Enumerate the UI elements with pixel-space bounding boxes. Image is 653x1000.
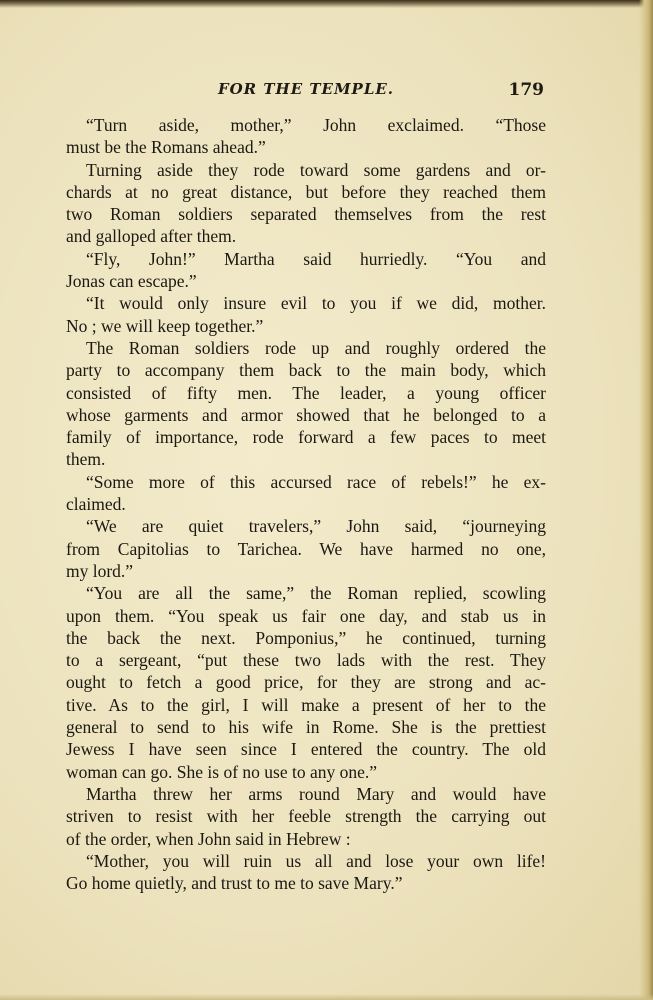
text-line: them. bbox=[66, 449, 106, 470]
text-line: Go home quietly, and trust to me to save Mary.” bbox=[66, 873, 403, 894]
body-text bbox=[66, 114, 546, 894]
text-line: Martha threw her arms round Mary and would have bbox=[86, 783, 546, 804]
text-line: whose garments and armor showed that he belonged to a bbox=[66, 404, 546, 425]
text-line: “We are quiet travelers,” John said, “journeying bbox=[86, 516, 546, 537]
text-line: of the order, when John said in Hebrew : bbox=[66, 828, 351, 849]
text-line: to a sergeant, “put these two lads with the rest. They bbox=[66, 650, 546, 671]
text-line: claimed. bbox=[66, 494, 126, 515]
text-line: woman can go. She is of no use to any one.” bbox=[66, 761, 378, 782]
text-line: party to accompany them back to the main body, which bbox=[66, 360, 546, 381]
text-line: “It would only insure evil to you if we did, mother. bbox=[86, 293, 546, 314]
page-bottom-edge bbox=[0, 994, 653, 1000]
text-line: and galloped after them. bbox=[66, 226, 237, 247]
text-line: “Turn aside, mother,” John exclaimed. “Those bbox=[86, 115, 546, 135]
text-line: general to send to his wife in Rome. She is the prettiest bbox=[66, 717, 546, 738]
text-line: tive. As to the girl, I will make a present of her to the bbox=[66, 694, 546, 715]
text-line: from Capitolias to Tarichea. We have harmed no one, bbox=[66, 538, 546, 559]
text-line: upon them. “You speak us fair one day, and stab us in bbox=[66, 605, 546, 626]
text-line: “Some more of this accursed race of rebels!” he ex- bbox=[86, 471, 546, 492]
text-line: chards at no great distance, but before they reached them bbox=[66, 181, 546, 202]
text-line: Turning aside they rode toward some gardens and or- bbox=[86, 159, 546, 180]
text-line: “Mother, you will ruin us all and lose your own life! bbox=[86, 850, 546, 871]
text-line: striven to resist with her feeble strength the carrying out bbox=[66, 806, 546, 827]
text-line: The Roman soldiers rode up and roughly ordered the bbox=[86, 337, 546, 358]
text-line: “Fly, John!” Martha said hurriedly. “You and bbox=[86, 248, 546, 269]
page-top-shadow bbox=[0, 0, 653, 8]
page-right-edge bbox=[639, 0, 653, 1000]
text-line: Jonas can escape.” bbox=[66, 271, 197, 292]
text-line: ought to fetch a good price, for they are strong and ac- bbox=[66, 672, 546, 693]
text-line: “You are all the same,” the Roman replied, scowling bbox=[86, 583, 546, 604]
text-line: my lord.” bbox=[66, 560, 134, 581]
text-line: Jewess I have seen since I entered the country. The old bbox=[66, 739, 546, 760]
text-line: must be the Romans ahead.” bbox=[66, 137, 266, 158]
text-line: consisted of fifty men. The leader, a young officer bbox=[66, 382, 546, 403]
text-line: two Roman soldiers separated themselves from the rest bbox=[66, 204, 546, 225]
text-line: the back the next. Pomponius,” he continued, turning bbox=[66, 627, 546, 648]
text-line: family of importance, rode forward a few paces to meet bbox=[66, 427, 546, 448]
page-number: 179 bbox=[508, 80, 544, 100]
running-title: FOR THE TEMPLE. bbox=[217, 80, 395, 98]
text-line: No ; we will keep together.” bbox=[66, 315, 264, 336]
page-header bbox=[66, 80, 546, 106]
